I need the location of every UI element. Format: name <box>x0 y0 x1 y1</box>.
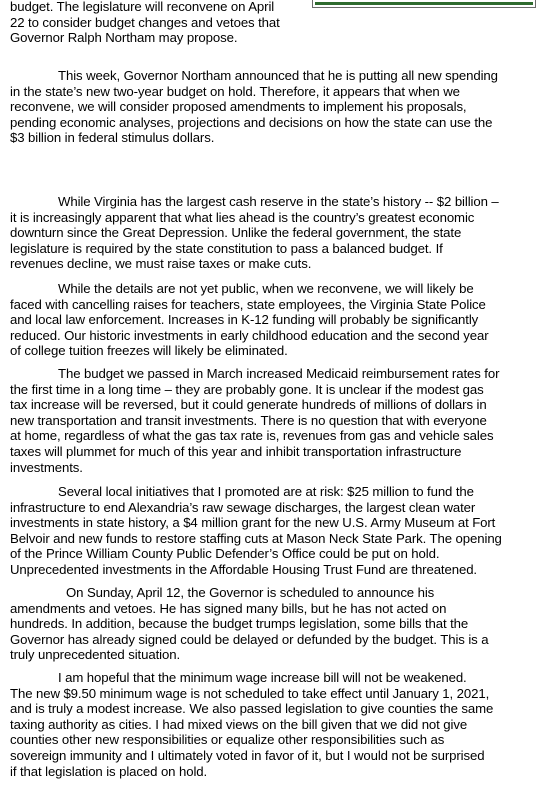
paragraph-cash-reserve: While Virginia has the largest cash reserve in the state’s history -- $2 billion – it is increasingly apparent that what lies ahead is the country’s greatest economic downturn since the Great Depression. Unlike the federal government, the state legislature is required by the state constitution to pass a balanced budget. If revenues decline, we must raise taxes or make cuts. <box>10 194 499 272</box>
paragraph-minimum-wage: I am hopeful that the minimum wage increase bill will not be weakened. The new $9.50 minimum wage is not scheduled to take effect until January 1, 2021, and is truly a modest increase. We also passed legislation to give counties the same taxing authority as cities. I had mixed views on the bill given that we did not give counties other new responsibilities or equalize other responsibilities such as sovereign immunity and I ultimately voted in favor of it, but I would not be surprised if that legislation is placed on hold. <box>10 670 494 779</box>
paragraph-local-initiatives: Several local initiatives that I promoted are at risk: $25 million to fund the infrastructure to end Alexandria’s raw sewage discharges, the largest clean water investments in state history, a $4 million grant for the new U.S. Army Museum at Fort Belvoir and new funds to restore staffing cuts at Mason Neck State Park. The opening of the Prince William County Public Defender’s Office could be put on hold. Unprecedented investments in the Affordable Housing Trust Fund are threatened. <box>10 484 502 577</box>
paragraph-spending-on-hold: This week, Governor Northam announced that he is putting all new spending in the state’s new two-year budget on hold. Therefore, it appears that when we reconvene, we will consider proposed amendments to implement his proposals, pending economic analyses, projections and decisions on how the state can use the $3 billion in federal stimulus dollars. <box>10 68 498 146</box>
paragraph-governor-amendments: On Sunday, April 12, the Governor is scheduled to announce his amendments and vetoes. He has signed many bills, but he has not acted on hundreds. In addition, because the budget trumps legislation, some bills that the Governor has already signed could be delayed or defunded by the budget. This is a truly unprecedented situation. <box>10 585 489 663</box>
paragraph-medicaid-gas-tax: The budget we passed in March increased Medicaid reimbursement rates for the first time in a long time – they are probably gone. It is unclear if the modest gas tax increase will be reversed, but it could generate hundreds of millions of dollars in new transportation and transit investments. There is no question that with everyone at home, regardless of what the gas tax rate is, revenues from gas and vehicle sales taxes will plummet for much of this year and inhibit transportation infrastructure investments. <box>10 366 500 475</box>
paragraph-legislature-reconvene: budget. The legislature will reconvene on April 22 to consider budget changes and vetoes that Governor Ralph Northam may propose. <box>10 0 280 46</box>
paragraph-cancelling-raises: While the details are not yet public, when we reconvene, we will likely be faced with cancelling raises for teachers, state employees, the Virginia State Police and local law enforcement. Increases in K-12 funding will probably be significantly reduced. Our historic investments in early childhood education and the second year of college tuition freezes will likely be eliminated. <box>10 281 489 359</box>
